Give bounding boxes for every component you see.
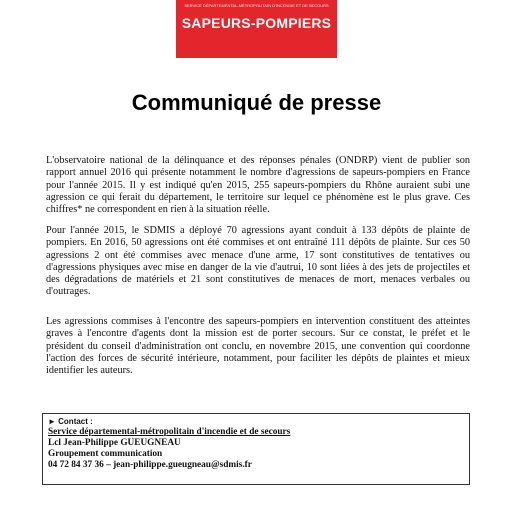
logo-text: SAPEURS-POMPIERS bbox=[181, 15, 332, 31]
page-title: Communiqué de presse bbox=[131, 90, 382, 115]
contact-person: Lcl Jean-Philippe GUEUGNEAU bbox=[48, 438, 181, 448]
contact-group: Groupement communication bbox=[48, 449, 163, 459]
paragraph-statistics: Pour l'année 2015, le SDMIS a déployé 70 agressions ayant conduit à 133 dépôts de plainte de pompiers. En 2016, 50 agressions ont été commises et ont entraîné 111 dépôts de plainte. Sur ces 50 agressions 2 ont été commises avec menace d'une arme, 17 sont constitutives de tentatives ou d'agressions physiques avec mise en danger de la vie d'autrui, 10 sont liées à des jets de projectiles et des dégradations de matériels et 21 sont constitutives de menaces de mort, menaces verbales ou d'outrages. bbox=[46, 225, 470, 298]
paragraph-ondrp: L'observatoire national de la délinquance et des réponses pénales (ONDRP) vient de publier son rapport annuel 2016 qui présente notamment le nombre d'agressions de sapeurs-pompiers en France pour l'année 2015. Il y est indiqué qu'en 2015, 255 sapeurs-pompiers du Rhône auraient subi une agression ce qui ferait du département, le territoire sur lequel ce phénomène est le plus grave. Ces chiffres* ne correspondent en rien à la situation réelle. bbox=[46, 155, 470, 216]
logo-subtext: SERVICE DÉPARTEMENTAL-MÉTROPOLITAIN D'INCENDIE ET DE SECOURS bbox=[184, 3, 329, 8]
sapeurs-pompiers-logo bbox=[176, 0, 337, 58]
contact-organization: Service départemental-métropolitain d'incendie et de secours bbox=[48, 427, 291, 437]
contact-box bbox=[42, 413, 470, 485]
contact-heading: ► Contact : bbox=[48, 417, 93, 426]
paragraph-convention: Les agressions commises à l'encontre des sapeurs-pompiers en intervention constituent des atteintes graves à l'encontre d'agents dont la mission est de porter secours. Sur ce constat, le préfet et le président du conseil d'administration ont conclu, en novembre 2015, une convention qui coordonne l'action des forces de sécurité intérieure, notamment, pour faciliter les dépôts de plaintes et mieux identifier les auteurs. bbox=[46, 316, 470, 377]
contact-phone-email[interactable]: 04 72 84 37 36 – jean-philippe.gueugneau@sdmis.fr bbox=[48, 460, 252, 470]
